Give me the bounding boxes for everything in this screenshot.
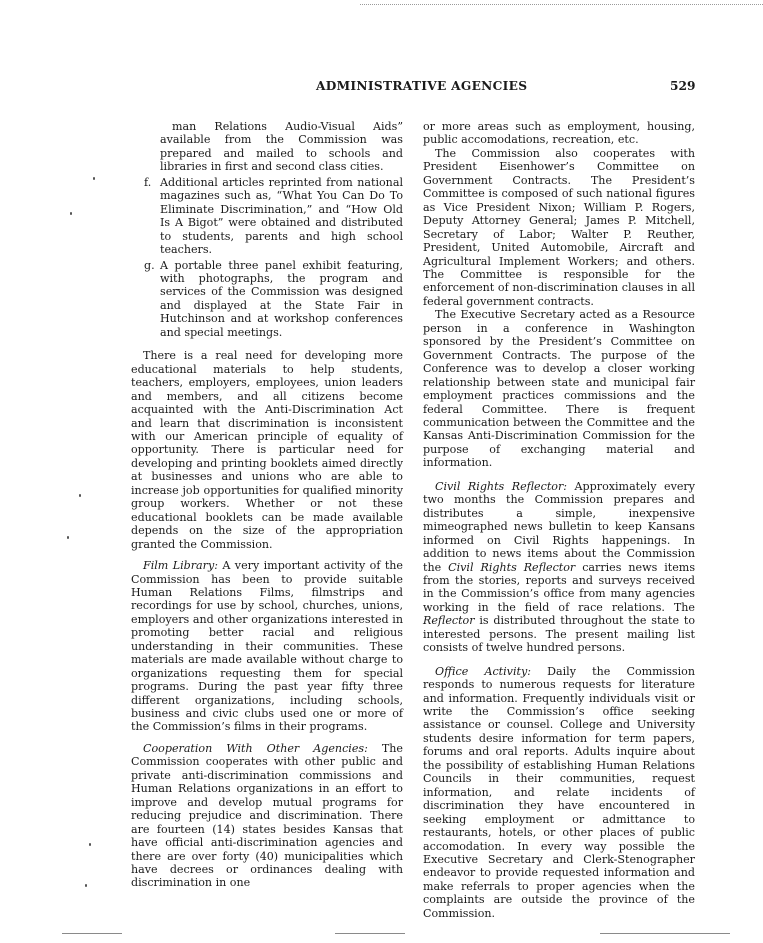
reflector-text-b: carries news items from the stories, reports and surveys received in the Commission’s office from many agencies working in the field of race relations. The	[423, 560, 696, 614]
list-marker-g: g.	[144, 258, 155, 272]
office-activity-text: Daily the Commission responds to numerous requests for literature and information. Frequently individuals visit or write the Commission’s office seeking assistance or counsel. College and University students desire information for term papers, forums and oral reports. Adults inquire about the possibility of establishing Human Relations Councils in their communities, request information, and relate incidents of discrimination they have encountered in seeking employment or admittance to restaurants, hotels, or other places of public accomodation. In every way possible the Executive Secretary and Clerk-Stenographer endeavor to provide requested information and make referrals to proper agencies when the complaints are outside the province of the Commission.	[423, 664, 695, 920]
film-library-text: A very important activity of the Commission has been to provide suitable Human Relations Films, filmstrips and recordings for use by school, churches, unions, employers and other organizations interested in promoting better racial and religious understanding in their communities. These materials are made available without charge to organizations requesting them for special programs. During the past year fifty three different organizations, including schools, business and civic clubs used one or more of the Commission’s films in their programs.	[131, 559, 403, 734]
reflector-text-a: Approximately every two months the Commission prepares and distributes a simple, inexpensive mimeographed news bulletin to keep Kansans informed on Civil Rights happenings. In addition to news items about the Commission the	[423, 479, 696, 574]
paragraph-civil-rights-reflector	[423, 480, 695, 655]
paragraph-cooperation	[131, 742, 403, 890]
paragraph-film-library	[131, 559, 403, 734]
cooperation-text: The Commission cooperates with other public and private anti-discrimination commissions and Human Relations organizations in an effort to improve and develop mutual programs for reducing prejudice and discrimination. There are fourteen (14) states besides Kansas that have official anti-discrimination agencies and there are over forty (40) municipalities which have decrees or ordinances dealing with discrimination in one	[131, 741, 403, 890]
running-head: ADMINISTRATIVE AGENCIES	[316, 79, 528, 93]
bottom-edge-rule	[62, 933, 122, 934]
right-column	[423, 120, 695, 920]
margin-speck	[70, 212, 72, 215]
list-item-f-text: Additional articles reprinted from national magazines such as, “What You Can Do To Eliminate Discrimination,” and “How Old Is A Bigot” were obtained and distributed to students, parents and high school teachers.	[160, 175, 403, 257]
paragraph-office-activity	[423, 665, 695, 921]
margin-speck	[93, 177, 95, 180]
list-item-continuation: man Relations Audio-Visual Aids” available from the Commission was prepared and mailed to schools and libraries in first and second class cities.	[160, 120, 403, 174]
cooperation-heading: Cooperation With Other Agencies:	[143, 741, 368, 755]
reflector-title-1: Civil Rights Reflector	[448, 560, 576, 574]
top-edge-dots	[360, 4, 763, 5]
margin-speck	[89, 843, 91, 846]
list-item-g	[131, 259, 403, 340]
margin-speck	[67, 536, 69, 539]
reflector-title-2: Reflector	[423, 614, 475, 628]
paragraph-executive-secretary: The Executive Secretary acted as a Resource person in a conference in Washington sponsored by the President’s Committee on Government Contracts. The purpose of the Conference was to develop a closer working relationship between state and municipal fair employment practices commissions and the federal Committee. There is frequent communication between the Committee and the Kansas Anti-Discrimination Commission for the purpose of exchanging material and information.	[423, 308, 695, 470]
page-number: 529	[670, 79, 696, 93]
list-item-f	[131, 176, 403, 257]
paragraph-cooperation-continued: or more areas such as employment, housing, public accomodations, recreation, etc.	[423, 120, 695, 147]
list-item-g-text: A portable three panel exhibit featuring, with photographs, the program and services of the Commission was designed and displayed at the State Fair in Hutchinson and at workshop conferences and special meetings.	[160, 258, 403, 339]
office-activity-heading: Office Activity:	[435, 664, 531, 678]
film-library-heading: Film Library:	[143, 559, 218, 573]
reflector-text-c: is distributed throughout the state to interested persons. The present mailing list consists of twelve hundred persons.	[423, 614, 696, 655]
list-marker-f: f.	[144, 175, 152, 189]
margin-speck	[79, 494, 81, 497]
margin-speck	[85, 884, 87, 887]
paragraph-presidents-committee: The Commission also cooperates with President Eisenhower’s Committee on Government Contracts. The President’s Committee is composed of such national figures as Vice President Nixon; William P. Rogers, Deputy Attorney General; James P. Mitchell, Secretary of Labor; Walter P. Reuther, President, United Automobile, Aircraft and Agricultural Implement Workers; and others. The Committee is responsible for the enforcement of non-discrimination clauses in all federal government contracts.	[423, 146, 695, 308]
bottom-edge-rule	[335, 933, 405, 934]
paragraph-educational-need: There is a real need for developing more educational materials to help students, teachers, employers, employees, union leaders and members, and all citizens become acquainted with the Anti-Discrimination Act and learn that discrimination is inconsistent with our American principle of equality of opportunity. There is particular need for developing and printing booklets aimed directly at businesses and unions who are able to increase job opportunities for qualified minority group workers. Whether or not these educational booklets can be made available depends on the size of the appropriation granted the Commission.	[131, 349, 403, 551]
reflector-heading: Civil Rights Reflector:	[435, 479, 568, 493]
left-column	[131, 120, 403, 890]
bottom-edge-rule	[600, 933, 730, 934]
